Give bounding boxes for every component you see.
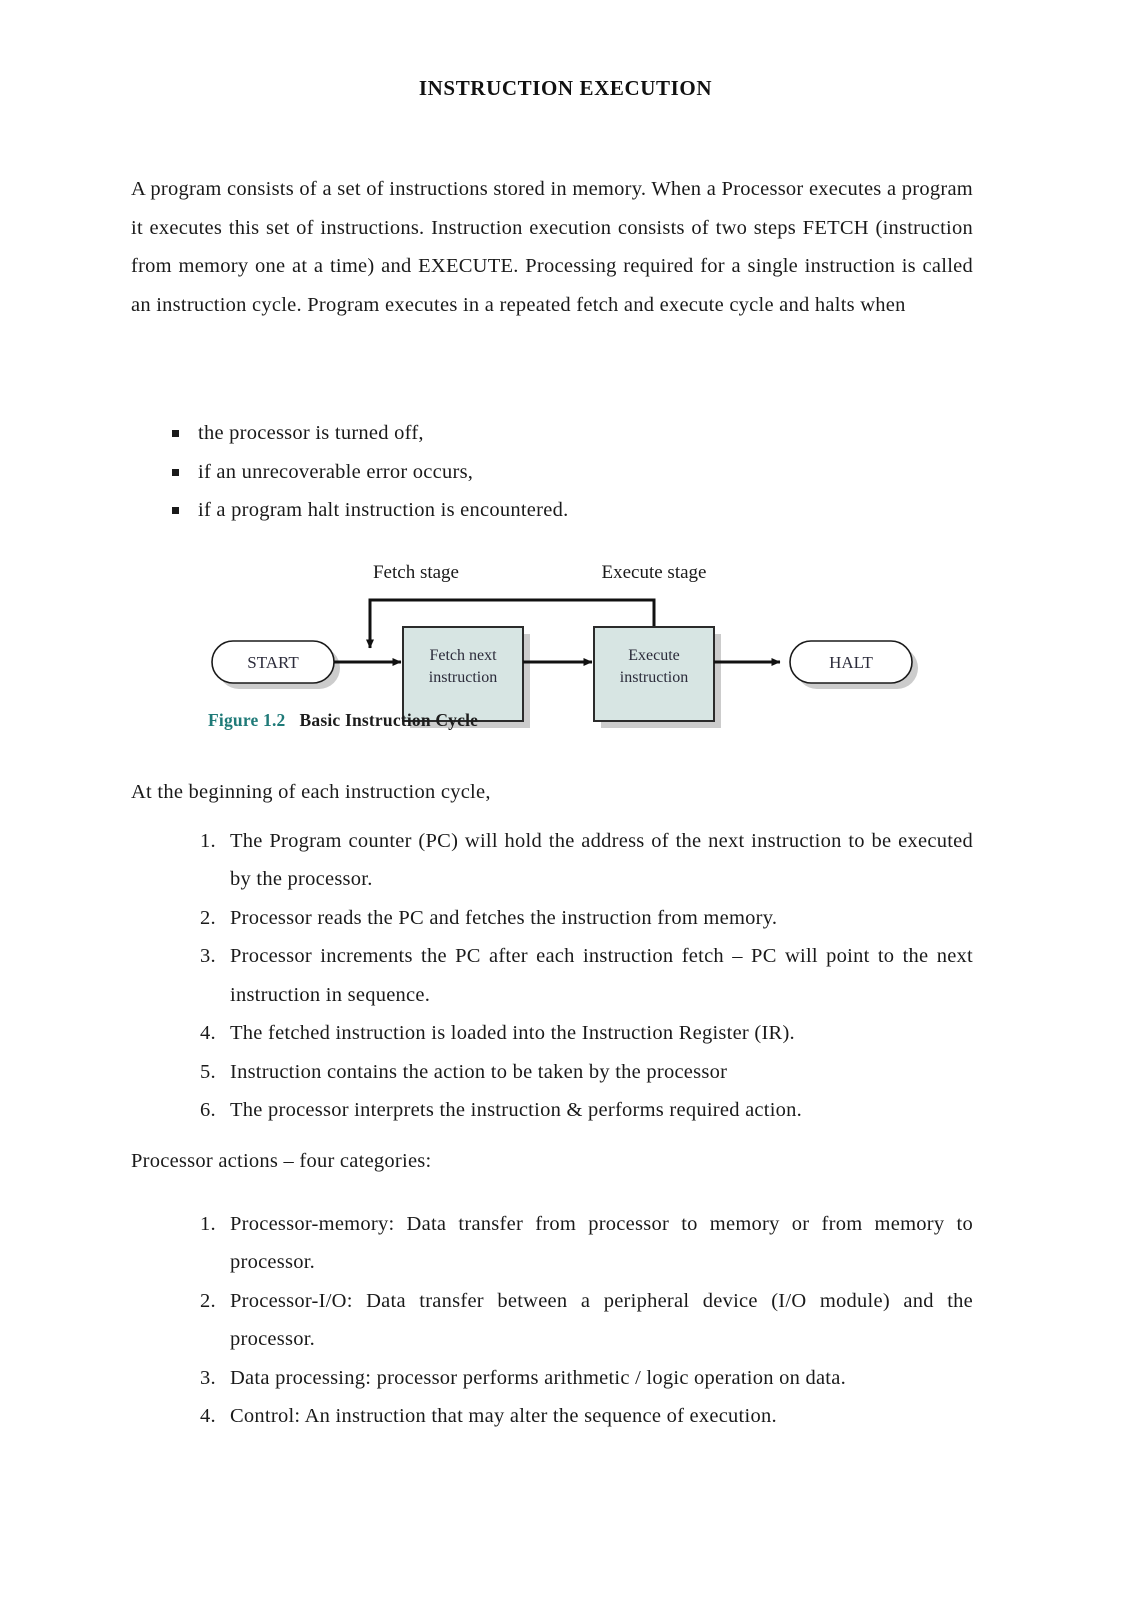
halt-conditions-block	[131, 414, 973, 530]
actions-list	[131, 1205, 973, 1436]
list-item	[131, 1014, 973, 1053]
execute-node-label-line1: Execute	[628, 647, 680, 664]
square-bullet-icon	[172, 469, 179, 476]
halt-conditions-list	[131, 414, 973, 530]
figure-caption	[208, 710, 478, 731]
list-item-text: Processor reads the PC and fetches the instruction from memory.	[230, 906, 778, 929]
list-item-text: Data processing: processor performs arithmetic / logic operation on data.	[230, 1366, 846, 1389]
list-item-text: Control: An instruction that may alter the sequence of execution.	[230, 1405, 777, 1427]
cycle-lead-in: At the beginning of each instruction cycle,	[131, 781, 491, 803]
list-item-text: Instruction contains the action to be taken by the processor	[230, 1060, 728, 1083]
cycle-section	[131, 773, 973, 1130]
list-item	[131, 491, 973, 530]
list-item-text: if an unrecoverable error occurs,	[198, 460, 474, 483]
list-marker: 5.	[200, 1060, 216, 1083]
list-item-text: The processor interprets the instruction & performs required action.	[230, 1099, 803, 1121]
list-item	[131, 1282, 973, 1359]
list-item	[131, 1205, 973, 1282]
list-marker: 2.	[200, 1289, 216, 1312]
figure-title: Basic Instruction Cycle	[299, 710, 479, 730]
list-item	[131, 1053, 973, 1092]
list-marker: 4.	[200, 1405, 216, 1427]
list-item-text: Processor-memory: Data transfer from processor to memory or from memory to processor.	[230, 1212, 973, 1273]
execute-stage-label: Execute stage	[601, 562, 707, 583]
list-marker: 6.	[200, 1099, 216, 1121]
intro-block	[131, 170, 973, 324]
list-marker: 1.	[200, 1212, 216, 1235]
list-item	[131, 937, 973, 1014]
list-item-text: if a program halt instruction is encountered.	[198, 499, 569, 521]
list-item	[131, 1359, 973, 1398]
list-marker: 1.	[200, 829, 216, 852]
list-marker: 4.	[200, 1022, 216, 1044]
list-item-text: the processor is turned off,	[198, 422, 424, 444]
cycle-steps-list	[131, 822, 973, 1130]
fetch-stage-label: Fetch stage	[372, 562, 460, 583]
list-item	[131, 1397, 973, 1436]
start-node-label: START	[247, 653, 299, 672]
list-item-text: Processor increments the PC after each instruction fetch – PC will point to the next instruction in sequence.	[230, 945, 973, 1006]
list-marker: 3.	[200, 945, 216, 967]
halt-node-label: HALT	[829, 653, 873, 672]
list-item	[131, 822, 973, 899]
figure-number: Figure 1.2	[208, 710, 286, 730]
intro-paragraph: A program consists of a set of instructions stored in memory. When a Processor executes a program it executes this set of instructions. Instruction execution consists of two steps FETCH (instruction from memory one at a time) and EXECUTE. Processing required for a single instruction is called an instruction cycle. Program executes in a repeated fetch and execute cycle and halts when	[131, 178, 973, 316]
actions-lead-in: Processor actions – four categories:	[131, 1150, 432, 1172]
fetch-node-label-line1: Fetch next	[429, 647, 497, 664]
list-item	[131, 453, 973, 492]
list-marker: 3.	[200, 1366, 216, 1389]
list-item	[131, 414, 973, 453]
list-item-text: Processor-I/O: Data transfer between a peripheral device (I/O module) and the processor.	[230, 1289, 973, 1350]
actions-section	[131, 1142, 973, 1436]
list-marker: 2.	[200, 906, 216, 929]
list-item-text: The fetched instruction is loaded into the Instruction Register (IR).	[230, 1022, 795, 1044]
list-item	[131, 1091, 973, 1130]
page-title: INSTRUCTION EXECUTION	[418, 76, 713, 100]
execute-node-label-line2: instruction	[619, 669, 689, 686]
square-bullet-icon	[172, 507, 179, 514]
list-item-text: The Program counter (PC) will hold the address of the next instruction to be executed by the processor.	[230, 829, 973, 890]
square-bullet-icon	[172, 430, 179, 437]
list-item	[131, 899, 973, 938]
fetch-node-label-line2: instruction	[428, 669, 498, 686]
